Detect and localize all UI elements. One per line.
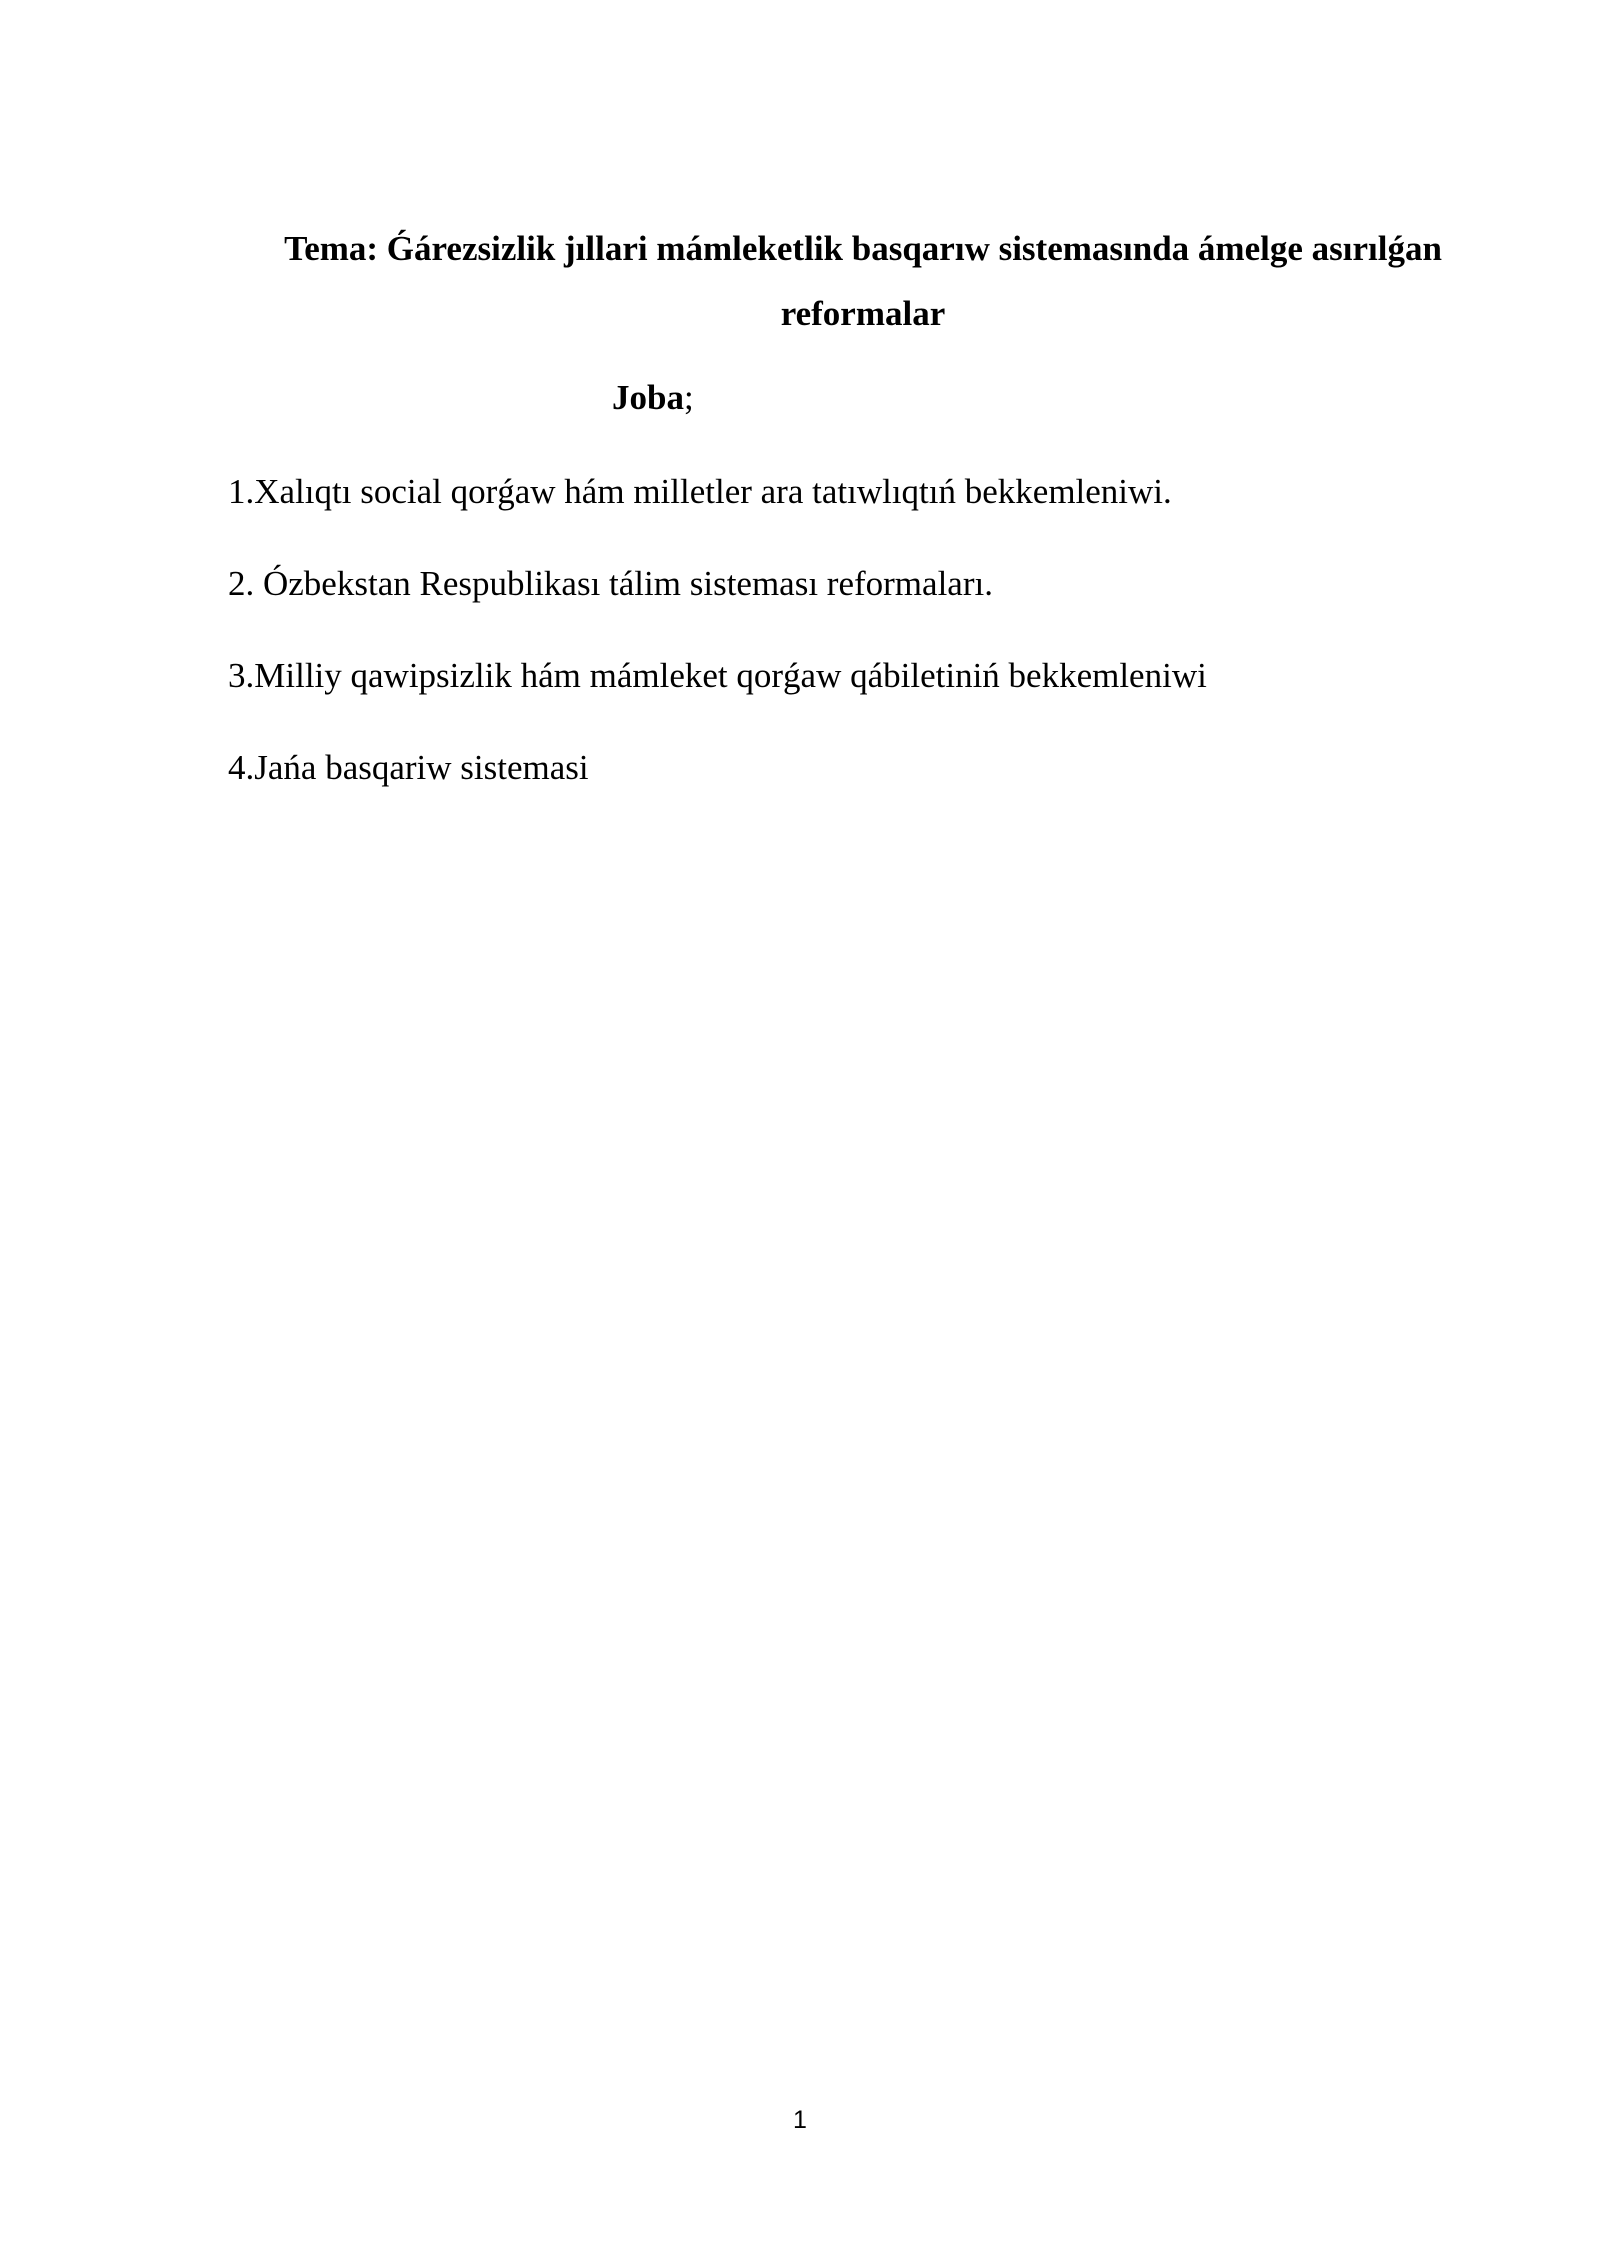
plan-item-1: 1.Xalıqtı social qorǵaw hám milletler ara tatıwlıqtıń bekkemleniwi. <box>228 472 1172 511</box>
page-number: 1 <box>793 2106 807 2134</box>
document-title <box>228 216 1498 346</box>
plan-heading-punct: ; <box>683 378 694 417</box>
plan-heading <box>612 378 694 418</box>
plan-item-3: 3.Milliy qawipsizlik hám mámleket qorǵaw qábiletiniń bekkemleniwi <box>228 656 1207 695</box>
plan-item-2: 2. Ózbekstan Respublikası tálim sisteması reformaları. <box>228 564 993 603</box>
plan-heading-label: Joba <box>612 378 684 417</box>
title-line-1: Tema: Ǵárezsizlik jıllari mámleketlik basqarıw sistemasında ámelge asırılǵan <box>284 229 1442 268</box>
plan-item-4: 4.Jańa basqariw sistemasi <box>228 748 589 787</box>
title-line-2: reformalar <box>780 294 946 333</box>
plan-list <box>228 472 1207 840</box>
